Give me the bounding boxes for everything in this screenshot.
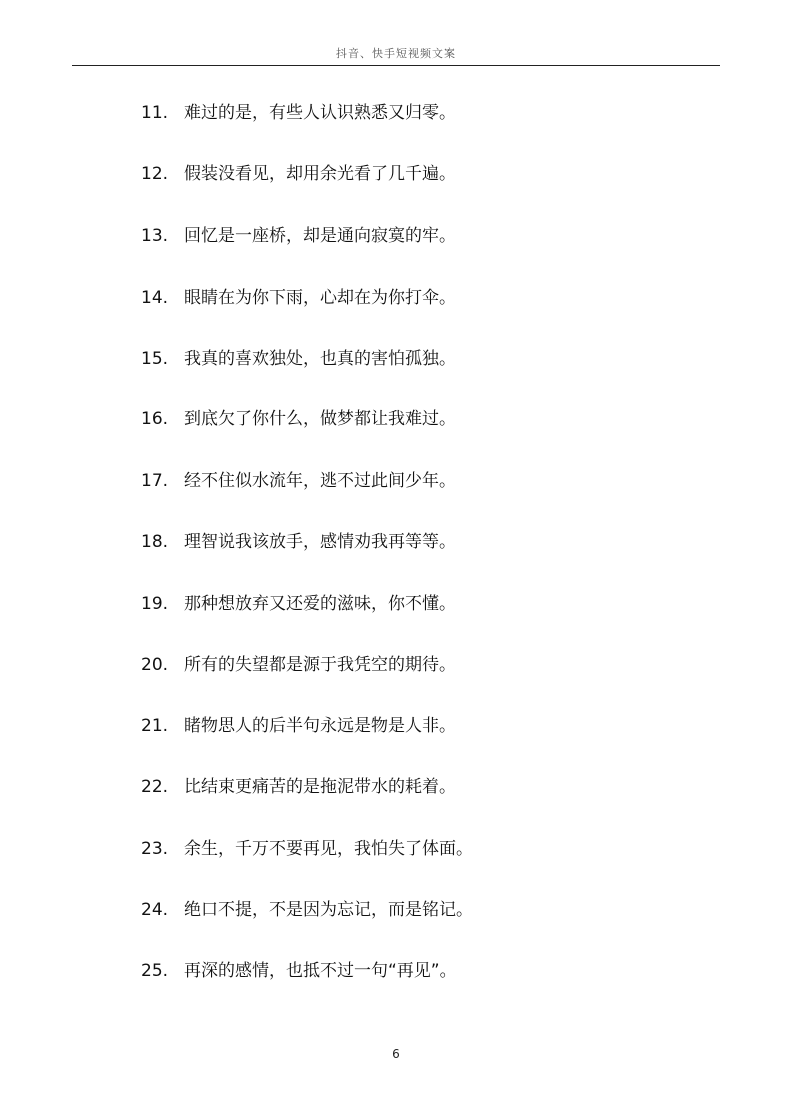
- item-number: 11.: [141, 103, 169, 123]
- item-text: 假装没看见，却用余光看了几千遍。: [184, 164, 456, 184]
- list-item: [0, 284, 792, 312]
- item-number: 23.: [141, 839, 169, 859]
- item-text: 所有的失望都是源于我凭空的期待。: [184, 655, 456, 675]
- item-text: 我真的喜欢独处，也真的害怕孤独。: [184, 349, 456, 369]
- item-text: 到底欠了你什么，做梦都让我难过。: [184, 409, 456, 429]
- item-number: 16.: [141, 409, 169, 429]
- item-number: 15.: [141, 349, 169, 369]
- item-number: 20.: [141, 655, 169, 675]
- item-number: 22.: [141, 777, 169, 797]
- list-item: [0, 712, 792, 740]
- list-item: [0, 160, 792, 188]
- item-number: 14.: [141, 288, 169, 308]
- item-number: 21.: [141, 716, 169, 736]
- item-text: 绝口不提，不是因为忘记，而是铭记。: [184, 900, 473, 920]
- item-text: 那种想放弃又还爱的滋味，你不懂。: [184, 594, 456, 614]
- page-header: 抖音、快手短视频文案: [336, 47, 456, 60]
- list-item: [0, 405, 792, 433]
- list-item: [0, 590, 792, 618]
- item-text: 理智说我该放手，感情劝我再等等。: [184, 532, 456, 552]
- list-item: [0, 651, 792, 679]
- page-number: 6: [392, 1047, 400, 1061]
- list-item: [0, 835, 792, 863]
- list-item: [0, 957, 792, 985]
- list-item: [0, 99, 792, 127]
- item-number: 13.: [141, 226, 169, 246]
- item-text: 余生，千万不要再见，我怕失了体面。: [184, 839, 473, 859]
- item-text: 难过的是，有些人认识熟悉又归零。: [184, 103, 456, 123]
- list-item: [0, 528, 792, 556]
- item-number: 19.: [141, 594, 169, 614]
- list-item: [0, 222, 792, 250]
- list-item: [0, 896, 792, 924]
- item-text: 睹物思人的后半句永远是物是人非。: [184, 716, 456, 736]
- item-text: 回忆是一座桥，却是通向寂寞的牢。: [184, 226, 456, 246]
- item-text: 经不住似水流年，逃不过此间少年。: [184, 471, 456, 491]
- list-item: [0, 467, 792, 495]
- item-number: 18.: [141, 532, 169, 552]
- list-item: [0, 773, 792, 801]
- item-number: 25.: [141, 961, 169, 981]
- item-number: 17.: [141, 471, 169, 491]
- item-number: 12.: [141, 164, 169, 184]
- list-item: [0, 345, 792, 373]
- item-number: 24.: [141, 900, 169, 920]
- item-text: 眼睛在为你下雨，心却在为你打伞。: [184, 288, 456, 308]
- item-text: 比结束更痛苦的是拖泥带水的耗着。: [184, 777, 456, 797]
- item-text: 再深的感情，也抵不过一句“再见”。: [184, 961, 457, 981]
